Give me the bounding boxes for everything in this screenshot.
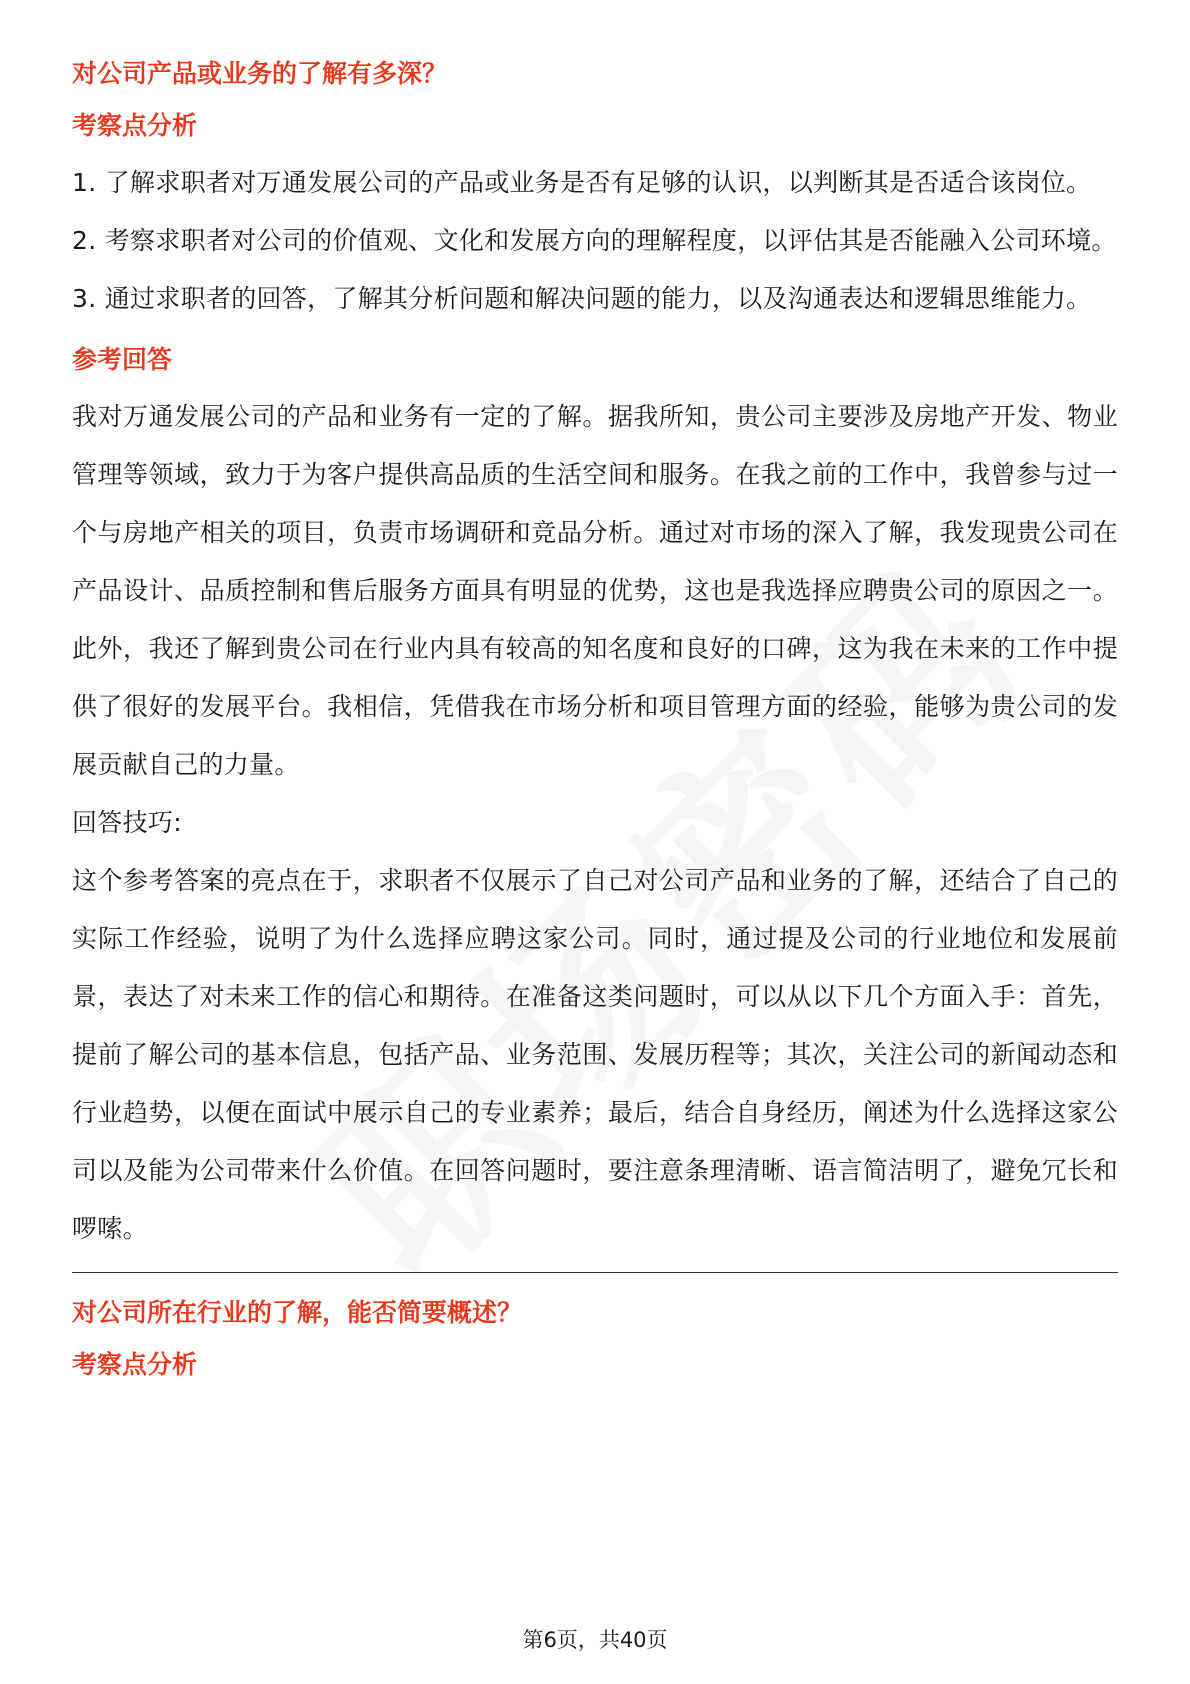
question-title: 对公司产品或业务的了解有多深？: [72, 59, 448, 88]
document-content: [72, 50, 1118, 1389]
question-section-2: [72, 1289, 1118, 1389]
tips-text: 这个参考答案的亮点在于，求职者不仅展示了自己对公司产品和业务的了解，还结合了自己的实际工作经验，说明了为什么选择应聘这家公司。同时，通过提及公司的行业地位和发展前景，表达了对未来工作的信心和期待。在准备这类问题时，可以从以下几个方面入手：首先，提前了解公司的基本信息，包括产品、业务范围、发展历程等；其次，关注公司的新闻动态和行业趋势，以便在面试中展示自己的专业素养；最后，结合自身经历，阐述为什么选择这家公司以及能为公司带来什么价值。在回答问题时，要注意条理清晰、语言简洁明了，避免冗长和啰嗦。: [72, 866, 1118, 1243]
analysis-item: 1. 了解求职者对万通发展公司的产品或业务是否有足够的认识，以判断其是否适合该岗位。: [72, 168, 1092, 197]
page-number: 第6页，共40页: [522, 1628, 668, 1652]
tips-label: 回答技巧:: [72, 808, 182, 837]
reference-answer-heading: 参考回答: [72, 345, 173, 374]
analysis-item: 2. 考察求职者对公司的价值观、文化和发展方向的理解程度，以评估其是否能融入公司环境。: [72, 226, 1117, 255]
section-divider: [72, 1272, 1118, 1273]
analysis-heading: 考察点分析: [72, 1350, 198, 1379]
analysis-item: 3. 通过求职者的回答，了解其分析问题和解决问题的能力，以及沟通表达和逻辑思维能力。: [72, 284, 1092, 313]
question-title: 对公司所在行业的了解，能否简要概述？: [72, 1298, 523, 1327]
question-section-1: [72, 50, 1118, 1258]
reference-answer-text: 我对万通发展公司的产品和业务有一定的了解。据我所知，贵公司主要涉及房地产开发、物业管理等领域，致力于为客户提供高品质的生活空间和服务。在我之前的工作中，我曾参与过一个与房地产相关的项目，负责市场调研和竞品分析。通过对市场的深入了解，我发现贵公司在产品设计、品质控制和售后服务方面具有明显的优势，这也是我选择应聘贵公司的原因之一。此外，我还了解到贵公司在行业内具有较高的知名度和良好的口碑，这为我在未来的工作中提供了很好的发展平台。我相信，凭借我在市场分析和项目管理方面的经验，能够为贵公司的发展贡献自己的力量。: [72, 402, 1118, 779]
analysis-heading: 考察点分析: [72, 111, 198, 140]
